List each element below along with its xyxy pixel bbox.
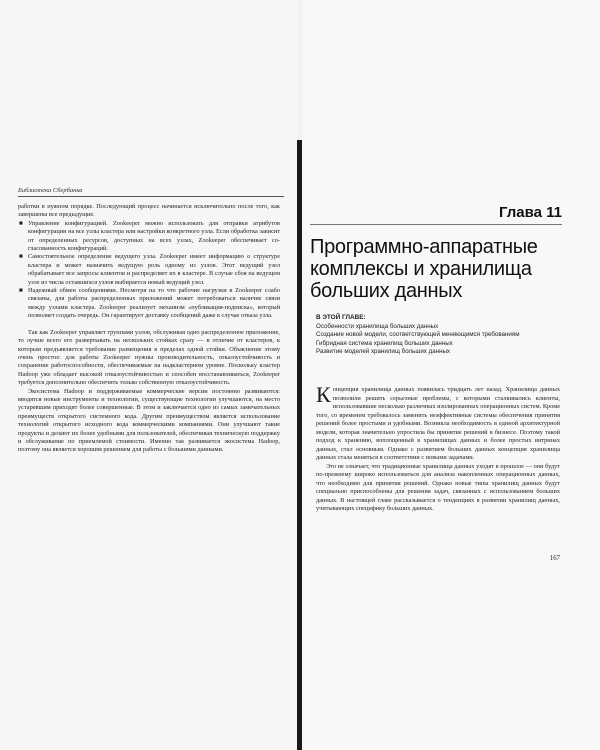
list-item: ■ Управление конфигурацией. Zookeeper можно использовать для отправки атрибутов конфигурации на все узлы кластера или настройки конкретного узла. Если обработка зависит от определенных ресурсов, доступных на всех узлах, Zookeeper обеспечивает согласованность конфигураций. [19,219,280,253]
paragraph: Так как Zookeeper управляет группами узлов, обслуживая одно распределенное приложение, то лучше всего его развертывать на нескольких стойках сразу — в отличие от кластеров, к которым предъявляется требование размещения в пределах одной стойки. Объяснение этому очень простое: для работы Zookeeper нужны производительность, отказоустойчивость и сохранение работоспособности, обеспечиваемые на надкластерном уровне. Поскольку кластер Hadoop уже обладает высокой отказоустойчивостью и способен восстанавливаться, Zookeeper требуется дополнительно обеспечить только собственную отказоустойчивость. [18,328,280,387]
bullet-icon: ■ [19,253,23,261]
book-gutter [297,140,302,750]
dropcap: К [316,382,331,407]
bullet-icon: ■ [19,287,23,295]
list-item: ■ Надежный обмен сообщениями. Несмотря на то что рабочие нагрузки в Zookeeper слабо связаны, для работы распределенных приложений может потребоваться наличие связи между узлами кластера. Zookeeper реализует механизм «публикация-подписка», который позволяет создать очередь. Он гарантирует доставку сообщений даже в случае отказа узла. [19,287,280,320]
right-page-body [316,382,560,514]
list-item: Гибридная система хранилищ больших данных [316,339,453,347]
list-item: Особенности хранилища больших данных [316,322,439,330]
list-item: Развитие моделей хранилищ больших данных [316,348,451,356]
list-item: ■ Самостоятельное определение ведущего узла. Zookeeper имеет информацию о структуре кластера и может назначить ведущую роль одному из узлов. Этот ведущий узел обрабатывает все запросы клиентов и распределяет их в кластере. В случае сбоя на ведущем узле из числа оставшихся узлов выбирается новый ведущий узел. [19,253,280,286]
chapter-label: Глава 11 [498,204,562,221]
in-this-chapter-heading: В ЭТОЙ ГЛАВЕ: [316,314,366,321]
chapter-title: Программно-аппаратные комплексы и хранилища больших данных [310,236,538,302]
paragraph: Экосистема Hadoop и поддерживаемые коммерческие версии постоянно развиваются: вводятся новые инструменты и технологии, существующие технологии улучшаются, на место устаревшим приходят более совершенные. В этом и заключается одно из самых замечательных преимуществ открытого системного кода. Другим преимуществом является использование технологий открытого исходного кода коммерческими компаниями. Они улучшают такие продукты и делают их более удобными для пользователей, обеспечивая техническую поддержку и обслуживание по приемлемой стоимости. Именно так развивается экосистема Hadoop, поэтому она является хорошим решением для работы с большими данными. [18,387,280,454]
running-head: Библиотека Сбербанка [18,187,284,197]
bullet-icon: ■ [19,219,23,227]
right-page [302,0,600,750]
bullet-list [18,220,280,321]
in-this-chapter-box [316,314,556,357]
intro-continuation: работки в нужном порядке. Последующий процесс начинается исключительно после того, как завершены все предыдущие. [18,203,280,219]
chapter-divider [310,224,562,225]
list-item: Создание новой модели, соответствующей меняющимся требованиям [316,331,520,339]
paragraph: Концепция хранилища данных появилась тридцать лет назад. Хранилища данных позволили решить серьезные проблемы, с которыми сталкивались клиенты, использовавшие несколько различных изолированных операционных систем. Кроме того, со временем требовалось заменить неэффективные системы обеспечения принятия решений более простыми и удобными. Возникла необходимость в единой архитектурной модели, которая значительно упростила бы принятие решений в бизнесе. Поэтому такой подход к хранению, воплощенный в хранилищах данных и более простых витринах данных, стал основным. Однако с развитием больших данных концепция хранилища данных стала меняться в соответствии с новыми задачами. [316,382,560,461]
page-number: 167 [549,555,560,562]
left-page-body [18,203,280,455]
paragraph: Это не означает, что традиционные хранилища данных уходят в прошлое — они будут по-прежнему широко использоваться для анализа накопленных операционных данных, что необходимо для принятия решений. Однако новые типы хранилищ данных будут специально приспособлены для решения задач, связанных с использованием больших данных. В настоящей главе рассказывается о тенденциях в развитии хранилищ данных, учитывающих специфику больших данных. [316,462,560,512]
